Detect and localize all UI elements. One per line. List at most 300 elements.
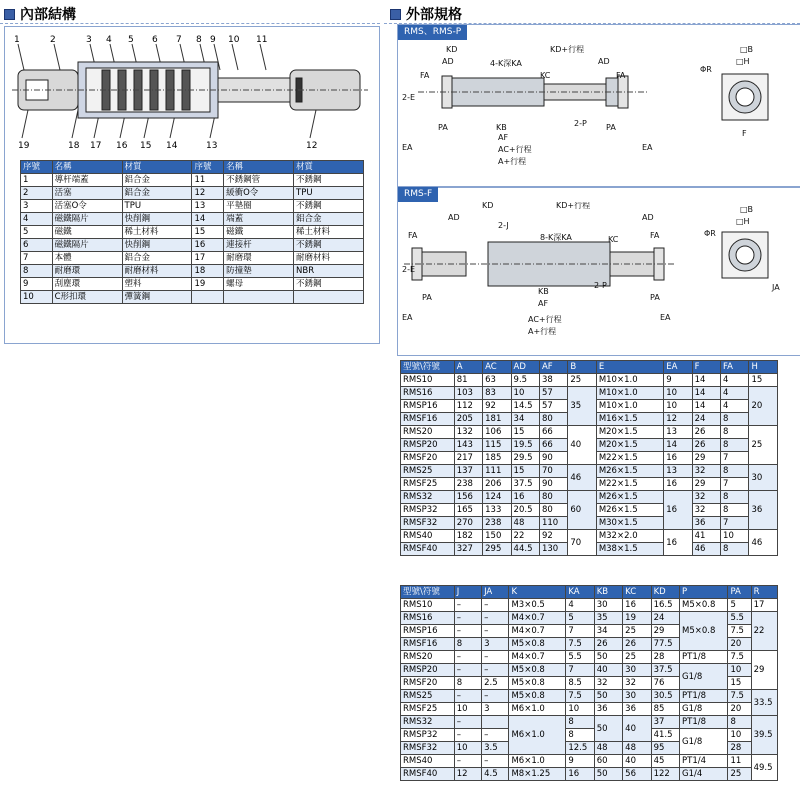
spec-cell: 32	[623, 677, 651, 690]
spec-cell: 3	[482, 638, 509, 651]
spec-cell: 70	[539, 465, 567, 478]
spec-cell: 8	[721, 465, 749, 478]
parts-cell: 不銹鋼	[294, 239, 364, 252]
spec-cell: M6×1.0	[509, 703, 566, 716]
spec-cell: 29	[751, 651, 777, 690]
parts-cell: 磁鐵	[52, 226, 122, 239]
spec-cell: 66	[539, 439, 567, 452]
callout-label: 17	[90, 141, 102, 151]
callout-label: 9	[210, 35, 216, 45]
spec-cell: 112	[454, 400, 482, 413]
spec-cell: 30	[749, 465, 778, 491]
spec-cell: 4.5	[482, 768, 509, 781]
parts-cell: 6	[21, 239, 53, 252]
table-row	[401, 387, 778, 400]
spec-cell: 32	[692, 491, 720, 504]
parts-cell: 耐磨材料	[294, 252, 364, 265]
parts-cell: 8	[21, 265, 53, 278]
spec-cell: 85	[651, 703, 679, 716]
spec-cell: G1/4	[680, 768, 728, 781]
callout-label: 12	[306, 141, 318, 151]
callout-leader	[54, 44, 60, 70]
table-row	[401, 755, 778, 768]
spec-cell: 24	[651, 612, 679, 625]
spec-cell: 16	[664, 530, 692, 556]
parts-cell: 12	[192, 187, 224, 200]
d1-dim-label: 4-K深KA	[490, 59, 522, 68]
spec-header-cell: AD	[511, 361, 539, 374]
spec-cell: 36	[594, 703, 622, 716]
parts-cell: 5	[21, 226, 53, 239]
spec-cell: 32	[692, 504, 720, 517]
spec-cell: M26×1.5	[596, 491, 663, 504]
diagram-rmsf	[398, 202, 798, 352]
spec-cell: 12.5	[566, 742, 594, 755]
d2-dim-label: EA	[402, 313, 413, 322]
callout-label: 15	[140, 141, 152, 151]
d1-dim-label: EA	[642, 143, 653, 152]
d2-dim-label: KC	[608, 235, 619, 244]
d1-dim-label: PA	[606, 123, 616, 132]
spec-header-cell: EA	[664, 361, 692, 374]
spec-cell: 206	[483, 478, 511, 491]
diagram-rms-label: RMS、RMS-P	[398, 25, 467, 40]
spec-cell: 19	[623, 612, 651, 625]
parts-cell: 耐磨環	[224, 252, 294, 265]
d2-dim-label: AD	[642, 213, 654, 222]
spec-header-cell: KC	[623, 586, 651, 599]
spec-header-cell: FA	[721, 361, 749, 374]
parts-cell: 3	[21, 200, 53, 213]
callout-leader	[72, 110, 78, 138]
spec-cell: M4×0.7	[509, 612, 566, 625]
d1-dim-label: AD	[598, 57, 610, 66]
spec-cell: 10	[721, 530, 749, 543]
parts-cell: TPU	[294, 187, 364, 200]
spec-cell: 90	[539, 452, 567, 465]
table-row	[21, 226, 364, 239]
spec-cell: RMSF16	[401, 638, 455, 651]
divider	[0, 23, 380, 24]
spec-cell: PT1/4	[680, 755, 728, 768]
spec-cell: 80	[539, 491, 567, 504]
spec-cell: 60	[568, 491, 596, 530]
spec-cell: 30	[594, 599, 622, 612]
spec-header-cell: AC	[483, 361, 511, 374]
spec-cell: 110	[539, 517, 567, 530]
d1-dim-label: KD	[446, 45, 458, 54]
spec-cell: 8	[728, 716, 751, 729]
parts-cell: 2	[21, 187, 53, 200]
spec-cell: 10	[511, 387, 539, 400]
table-row	[401, 690, 778, 703]
table-row	[401, 664, 778, 677]
spec-cell: RMS20	[401, 426, 455, 439]
spec-cell: 124	[483, 491, 511, 504]
spec-cell: 132	[454, 426, 482, 439]
spec-cell: 217	[454, 452, 482, 465]
spec-cell: 7	[566, 664, 594, 677]
spec-header-cell: E	[596, 361, 663, 374]
spec-cell: RMSP20	[401, 439, 455, 452]
d2-dim-label: 8-K深KA	[540, 233, 572, 242]
spec-cell: 10	[454, 703, 481, 716]
callout-label: 19	[18, 141, 30, 151]
spec-cell: RMSF40	[401, 768, 455, 781]
parts-header-cell: 材質	[294, 161, 364, 174]
table-row	[401, 491, 778, 504]
spec-cell: M3×0.5	[509, 599, 566, 612]
spec-cell: –	[454, 716, 481, 729]
spec-cell: 44.5	[511, 543, 539, 556]
spec-cell: –	[454, 625, 481, 638]
spec-cell: 26	[594, 638, 622, 651]
spec-cell: 8	[454, 677, 481, 690]
spec-cell: 36	[692, 517, 720, 530]
spec-cell: 26	[623, 638, 651, 651]
spec-cell: 8	[721, 504, 749, 517]
spec-cell: M5×0.8	[680, 599, 728, 612]
callout-label: 16	[116, 141, 128, 151]
callout-label: 1	[14, 35, 20, 45]
d1-dim-label: FA	[616, 71, 626, 80]
spec-cell: RMS16	[401, 387, 455, 400]
spec-cell: 92	[483, 400, 511, 413]
spec-cell: 70	[568, 530, 596, 556]
spec-cell: –	[454, 599, 481, 612]
spec-cell: 7.5	[566, 638, 594, 651]
spec-cell: 92	[539, 530, 567, 543]
spec-cell: M4×0.7	[509, 651, 566, 664]
spec-cell: M20×1.5	[596, 426, 663, 439]
spec-cell: 106	[483, 426, 511, 439]
spec-cell: 40	[623, 716, 651, 742]
spec-cell: G1/8	[680, 729, 728, 755]
spec-cell: 4	[721, 387, 749, 400]
spec-cell: 35	[594, 612, 622, 625]
d1-dim-label: 2-P	[574, 119, 587, 128]
spec-cell: RMSP16	[401, 400, 455, 413]
d2-dim-label: PA	[422, 293, 432, 302]
spec-cell: 9	[566, 755, 594, 768]
spec-cell: 25	[728, 768, 751, 781]
spec-cell: 7.5	[728, 690, 751, 703]
spec-cell: 103	[454, 387, 482, 400]
d2-dim-label: 2-P	[594, 281, 607, 290]
spec-cell: 49.5	[751, 755, 777, 781]
spec-cell: 185	[483, 452, 511, 465]
spec-cell: 8	[721, 426, 749, 439]
spec-cell: 238	[454, 478, 482, 491]
spec-cell: RMSF25	[401, 703, 455, 716]
spec-cell: –	[482, 690, 509, 703]
d2-dim-label: □B	[740, 205, 754, 214]
callout-label: 11	[256, 35, 268, 45]
parts-header-cell: 序號	[21, 161, 53, 174]
callout-leader	[22, 110, 28, 138]
table-row	[21, 200, 364, 213]
spec-cell: PT1/8	[680, 690, 728, 703]
spec-cell: 238	[483, 517, 511, 530]
spec-cell: 10	[728, 729, 751, 742]
spec-cell: 37.5	[511, 478, 539, 491]
spec-cell: 8	[721, 413, 749, 426]
table-row	[21, 213, 364, 226]
spec-cell: 29.5	[511, 452, 539, 465]
parts-cell: 17	[192, 252, 224, 265]
spec-cell: M5×0.8	[509, 638, 566, 651]
table-row	[401, 703, 778, 716]
callout-label: 8	[196, 35, 202, 45]
spec-cell: 16	[664, 491, 692, 530]
spec-header-cell: P	[680, 586, 728, 599]
spec-cell: RMS10	[401, 599, 455, 612]
parts-cell: 16	[192, 239, 224, 252]
callout-label: 5	[128, 35, 134, 45]
spec-cell: 34	[511, 413, 539, 426]
callout-leader	[310, 110, 316, 138]
spec-cell: 50	[594, 690, 622, 703]
spec-cell: 38	[539, 374, 567, 387]
spec-cell: 90	[539, 478, 567, 491]
spec-cell: 63	[483, 374, 511, 387]
d1-dim-label: KD+行程	[550, 45, 585, 54]
spec-table-2	[400, 585, 778, 781]
spec-cell: 10	[454, 742, 481, 755]
spec-cell: 10	[566, 703, 594, 716]
spec-cell: 30	[623, 664, 651, 677]
parts-cell: 鋁合金	[122, 252, 192, 265]
spec-cell: 41	[692, 530, 720, 543]
spec-cell: PT1/8	[680, 716, 728, 729]
d2-dim-label: FA	[408, 231, 418, 240]
spec-cell: 11	[728, 755, 751, 768]
d2-dim-label: PA	[650, 293, 660, 302]
d2-dim-label: KB	[538, 287, 549, 296]
spec-cell: 50	[594, 716, 622, 742]
spec-cell: 16	[664, 478, 692, 491]
spec-cell: RMSP20	[401, 664, 455, 677]
spec-cell: 29	[651, 625, 679, 638]
diagram-rmsf-label: RMS-F	[398, 187, 438, 202]
spec-cell: 57	[539, 400, 567, 413]
d1-dim-label: A+行程	[498, 157, 527, 166]
spec-cell: 25	[623, 651, 651, 664]
spec-cell: 46	[568, 465, 596, 491]
parts-cell: 稀土材料	[294, 226, 364, 239]
d1-dim-label: EA	[402, 143, 413, 152]
table-row	[21, 265, 364, 278]
parts-header-cell: 序號	[192, 161, 224, 174]
d1-dim-label: AC+行程	[498, 145, 532, 154]
spec-cell: 14	[692, 374, 720, 387]
spec-cell: M5×0.8	[509, 664, 566, 677]
table-row	[401, 651, 778, 664]
parts-cell: 4	[21, 213, 53, 226]
table-row	[401, 374, 778, 387]
parts-cell: 10	[21, 291, 53, 304]
d1-dim-label: □H	[736, 57, 750, 66]
parts-cell: 耐磨材料	[122, 265, 192, 278]
spec-cell: M10×1.0	[596, 374, 663, 387]
spec-cell: RMSF16	[401, 413, 455, 426]
parts-cell: 活塞O令	[52, 200, 122, 213]
spec-cell: 20	[728, 703, 751, 716]
spec-cell: –	[482, 612, 509, 625]
spec-cell: 8.5	[566, 677, 594, 690]
parts-cell: 不銹鋼	[294, 200, 364, 213]
parts-cell: 不銹鋼	[294, 278, 364, 291]
d2-dim-label: 2-E	[402, 265, 416, 274]
spec-cell: RMSP32	[401, 504, 455, 517]
spec-header-cell: PA	[728, 586, 751, 599]
d2-dim-label: FA	[650, 231, 660, 240]
spec-cell: 60	[594, 755, 622, 768]
spec-cell: 20	[728, 638, 751, 651]
external-spec-title: 外部規格	[390, 4, 462, 24]
spec-cell: 80	[539, 504, 567, 517]
spec-header-cell: J	[454, 586, 481, 599]
spec-cell: 41.5	[651, 729, 679, 742]
spec-cell: 22	[511, 530, 539, 543]
spec-cell: –	[454, 690, 481, 703]
parts-cell: 塑料	[122, 278, 192, 291]
spec-cell: 22	[751, 612, 777, 651]
spec-cell: 32	[692, 465, 720, 478]
spec-cell: 14	[692, 400, 720, 413]
spec-cell: 25	[568, 374, 596, 387]
parts-cell: 1	[21, 174, 53, 187]
spec-header-cell: KD	[651, 586, 679, 599]
callout-label: 13	[206, 141, 218, 151]
spec-cell: M8×1.25	[509, 768, 566, 781]
d2-dim-label: A+行程	[528, 327, 557, 336]
spec-cell: RMSF32	[401, 517, 455, 530]
spec-cell: –	[454, 651, 481, 664]
spec-cell	[482, 716, 509, 729]
spec-cell: 17	[751, 599, 777, 612]
spec-cell: RMS10	[401, 374, 455, 387]
spec-cell: 4	[721, 400, 749, 413]
spec-header-cell: A	[454, 361, 482, 374]
spec-cell: 137	[454, 465, 482, 478]
spec-cell: 327	[454, 543, 482, 556]
spec-cell: 20.5	[511, 504, 539, 517]
spec-cell: M20×1.5	[596, 439, 663, 452]
callout-label: 10	[228, 35, 240, 45]
spec-cell: 81	[454, 374, 482, 387]
spec-cell: 12	[454, 768, 481, 781]
spec-cell: 36	[623, 703, 651, 716]
spec-cell: RMS25	[401, 690, 455, 703]
spec-header-cell: H	[749, 361, 778, 374]
spec-cell: 35	[568, 387, 596, 426]
spec-cell: 26	[692, 439, 720, 452]
spec-cell: 39.5	[751, 716, 777, 755]
spec-header-cell: K	[509, 586, 566, 599]
table-row	[401, 612, 778, 625]
spec-cell: M32×2.0	[596, 530, 663, 543]
d1-dim-label: KC	[540, 71, 551, 80]
spec-cell: 83	[483, 387, 511, 400]
spec-cell: 80	[539, 413, 567, 426]
spec-cell: PT1/8	[680, 651, 728, 664]
spec-cell: M26×1.5	[596, 465, 663, 478]
d1-dim-label: PA	[438, 123, 448, 132]
table-row	[401, 729, 778, 742]
parts-cell: 端蓋	[224, 213, 294, 226]
spec-cell: 8	[721, 439, 749, 452]
spec-cell: RMS20	[401, 651, 455, 664]
d2-dim-label: EA	[660, 313, 671, 322]
d2-dim-label: AD	[448, 213, 460, 222]
spec-cell: –	[454, 755, 481, 768]
d2-dim-label: KD	[482, 202, 494, 210]
spec-cell: 16	[664, 452, 692, 465]
spec-cell: M5×0.8	[509, 677, 566, 690]
section-bullet-icon	[390, 9, 401, 20]
spec-cell: 182	[454, 530, 482, 543]
spec-cell: RMSP16	[401, 625, 455, 638]
spec-header-cell: AF	[539, 361, 567, 374]
parts-header-cell: 名稱	[52, 161, 122, 174]
spec-cell: 26	[692, 426, 720, 439]
spec-cell: 10	[664, 387, 692, 400]
internal-structure-title: 內部結構	[4, 4, 76, 24]
spec-header-cell: JA	[482, 586, 509, 599]
parts-cell: 本體	[52, 252, 122, 265]
spec-cell: –	[482, 599, 509, 612]
spec-cell: –	[454, 729, 481, 742]
parts-cell: 快削鋼	[122, 239, 192, 252]
spec-cell: G1/8	[680, 664, 728, 690]
table-row	[401, 768, 778, 781]
spec-cell: 34	[594, 625, 622, 638]
callout-label: 6	[152, 35, 158, 45]
spec-cell: 28	[728, 742, 751, 755]
parts-cell: 鋁合金	[122, 174, 192, 187]
spec-cell: 29	[692, 478, 720, 491]
spec-cell: RMS32	[401, 491, 455, 504]
spec-cell: 14	[692, 387, 720, 400]
spec-cell: –	[482, 755, 509, 768]
table-row	[401, 465, 778, 478]
spec-cell: 95	[651, 742, 679, 755]
spec-cell: M5×0.8	[680, 612, 728, 651]
spec-cell: RMS40	[401, 530, 455, 543]
parts-cell: 19	[192, 278, 224, 291]
parts-cell: 9	[21, 278, 53, 291]
spec-cell: 50	[594, 651, 622, 664]
spec-cell: 9.5	[511, 374, 539, 387]
spec-cell: RMSF25	[401, 478, 455, 491]
spec-cell: 37.5	[651, 664, 679, 677]
spec-cell: 19.5	[511, 439, 539, 452]
spec-cell: 40	[623, 755, 651, 768]
spec-cell: 5.5	[728, 612, 751, 625]
spec-cell: 10	[728, 664, 751, 677]
d1-dim-label: KB	[496, 123, 507, 132]
spec-header-cell: KB	[594, 586, 622, 599]
parts-cell: C形扣環	[52, 291, 122, 304]
spec-cell: M5×0.8	[509, 690, 566, 703]
callout-leader	[18, 44, 24, 70]
d1-dim-label: ΦR	[700, 65, 712, 74]
d1-dim-label: F	[742, 129, 747, 138]
spec-table-1	[400, 360, 778, 556]
spec-header-cell: KA	[566, 586, 594, 599]
spec-cell: 3	[482, 703, 509, 716]
